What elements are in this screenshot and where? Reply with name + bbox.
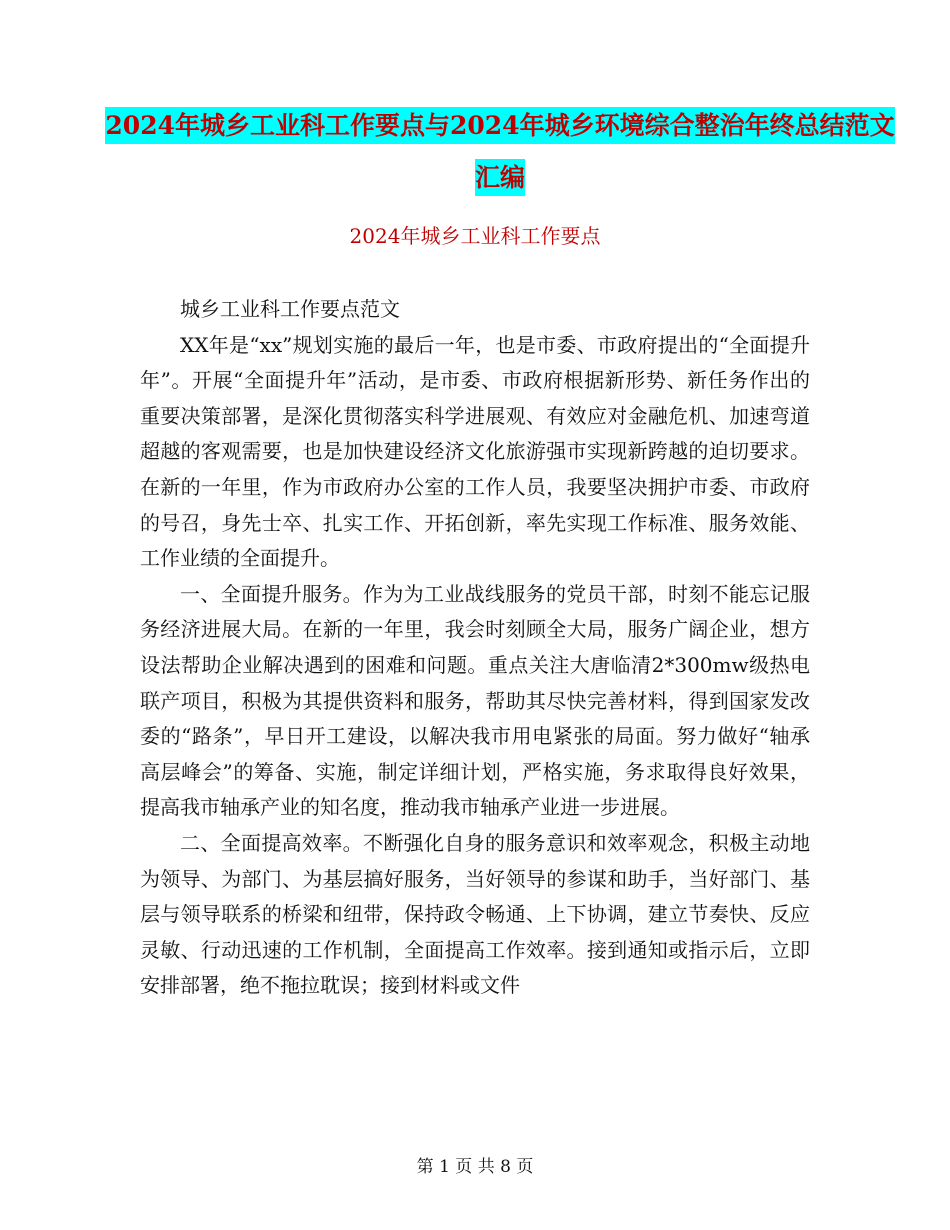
document-title-text: 2024年城乡工业科工作要点与2024年城乡环境综合整治年终总结范文汇编 [105,107,894,196]
document-title [100,100,900,204]
section-title: 2024年城乡工业科工作要点 [349,224,601,248]
paragraph-subtitle: 城乡工业科工作要点范文 [180,297,400,321]
document-body [140,292,810,1004]
paragraph: 二、全面提高效率。不断强化自身的服务意识和效率观念，积极主动地为领导、为部门、为基层搞好服务，当好领导的参谋和助手，当好部门、基层与领导联系的桥梁和纽带，保持政令畅通、上下协调，建立节奏快、反应灵敏、行动迅速的工作机制，全面提高工作效率。接到通知或指示后，立即安排部署，绝不拖拉耽误；接到材料或文件 [140,830,810,998]
paragraph: XX年是“xx”规划实施的最后一年，也是市委、市政府提出的“全面提升年”。开展“全面提升年”活动，是市委、市政府根据新形势、新任务作出的重要决策部署，是深化贯彻落实科学进展观、有效应对金融危机、加速弯道超越的客观需要，也是加快建设经济文化旅游强市实现新跨越的迫切要求。在新的一年里，作为市政府办公室的工作人员，我要坚决拥护市委、市政府的号召，身先士卒、扎实工作、开拓创新，率先实现工作标准、服务效能、工作业绩的全面提升。 [140,332,810,571]
paragraph: 一、全面提升服务。作为为工业战线服务的党员干部，时刻不能忘记服务经济进展大局。在新的一年里，我会时刻顾全大局，服务广阔企业，想方设法帮助企业解决遇到的困难和问题。重点关注大唐临清2*300mw级热电联产项目，积极为其提供资料和服务，帮助其尽快完善材料，得到国家发改委的“路条”，早日开工建设，以解决我市用电紧张的局面。努力做好“轴承高层峰会”的筹备、实施，制定详细计划，严格实施，务求取得良好效果，提高我市轴承产业的知名度，推动我市轴承产业进一步进展。 [140,581,810,820]
page-number-footer: 第 1 页 共 8 页 [416,1157,534,1177]
